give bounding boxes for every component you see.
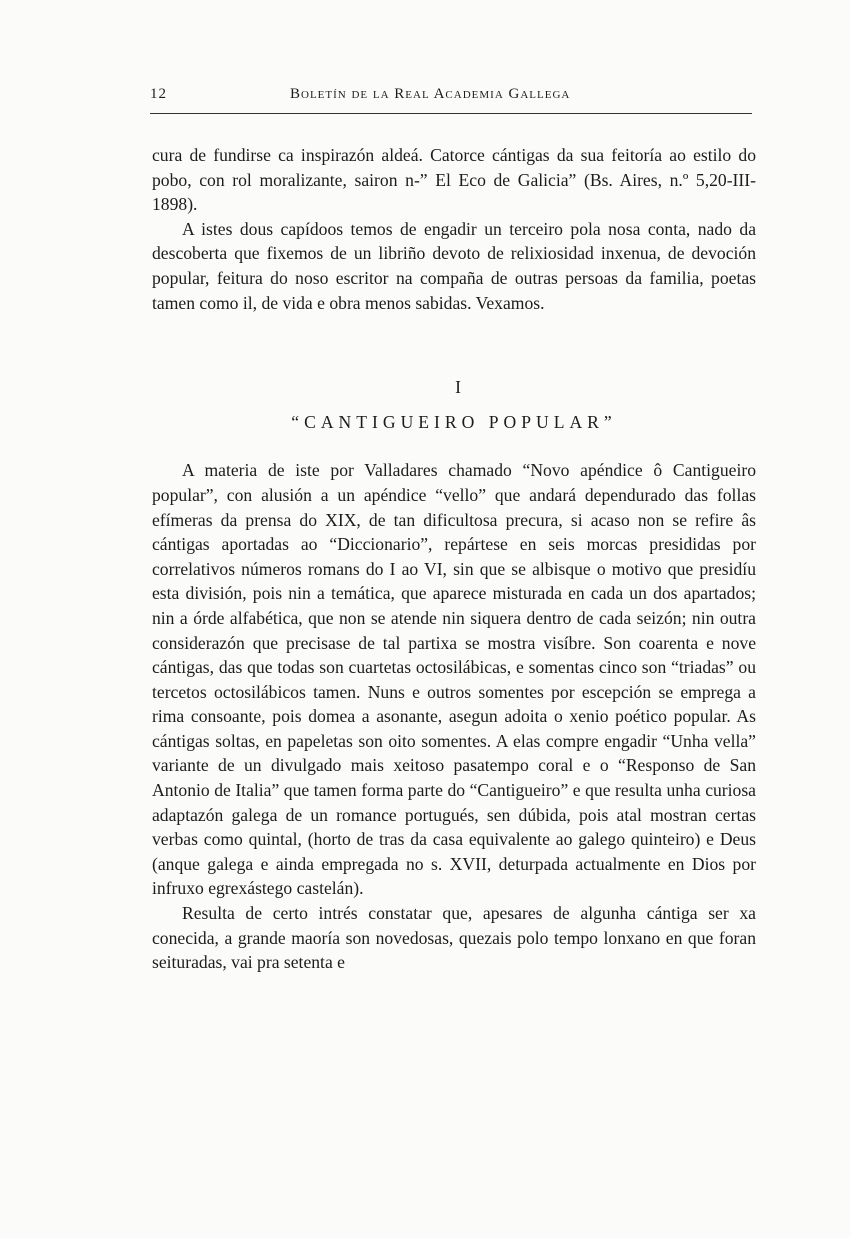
paragraph: Resulta de certo intrés constatar que, apesares de algunha cántiga ser xa conecida, a grande maoría son novedosas, quezais polo tempo lonxano en que foran seituradas, vai pra setenta e [152,903,756,973]
paragraph: A materia de iste por Valladares chamado “Novo apéndice ô Cantigueiro popular”, con alusión a un apéndice “vello” que andará dependurado das follas efímeras da prensa do XIX, de tan dificultosa precura, si acaso non se refire âs cántigas aportadas ao “Diccionario”, repártese en seis morcas presididas por correlativos números romans do I ao VI, sin que se albisque o motivo que presidíu esta división, pois nin a temática, que aparece misturada en cada un dos apartados; nin a órde alfabética, que non se atende nin siquera dentro de cada seizón; nin outra considerazón que precisase de tal partixa se mostra visíbre. Son coarenta e nove cántigas, das que todas son cuartetas octosilábicas, e somentas cinco son “triadas” ou tercetos octosilábicos tamen. Nuns e outros somentes por escepción se emprega a rima consoante, pois domea a asonante, asegun adoita o xenio poético popular. As cántigas soltas, en papeletas son oito somentes. A elas compre engadir “Unha vella” variante de un divulgado mais xeitoso pasatempo coral e o “Responso de San Antonio de Italia” que tamen forma parte do “Cantigueiro” e que resulta unha curiosa adaptazón galega de un romance portugués, sen dúbida, pois atal mostran certas verbas como quintal, (horto de tras da casa equivalente ao galego quinteiro) e Deus (anque galega e ainda empregada no s. XVII, deturpada actualmente en Dios por infruxo egrexástego castelán). [152,460,756,899]
paragraph-continued: cura de fundirse ca inspirazón aldeá. Catorce cántigas da sua feitoría ao estilo do pobo, con rol moralizante, sairon n-” El Eco de Galicia” (Bs. Aires, n.º 5,20-III-1898). [152,145,756,215]
running-title: Boletín de la Real Academia Gallega [290,86,571,102]
running-header [150,86,760,110]
section-number: I [455,377,461,398]
section-title: “CANTIGUEIRO POPULAR” [291,411,617,432]
paragraph: A istes dous capídoos temos de engadir un terceiro pola nosa conta, nado da descoberta que fixemos de un libriño devoto de relixiosidad inxenua, de devoción popular, feitura do noso escritor na compaña de outras persoas da familia, poetas tamen como il, de vida e obra menos sabidas. Vexamos. [152,218,756,313]
page-body [152,143,756,975]
header-rule [150,113,752,114]
page-number: 12 [150,86,167,102]
